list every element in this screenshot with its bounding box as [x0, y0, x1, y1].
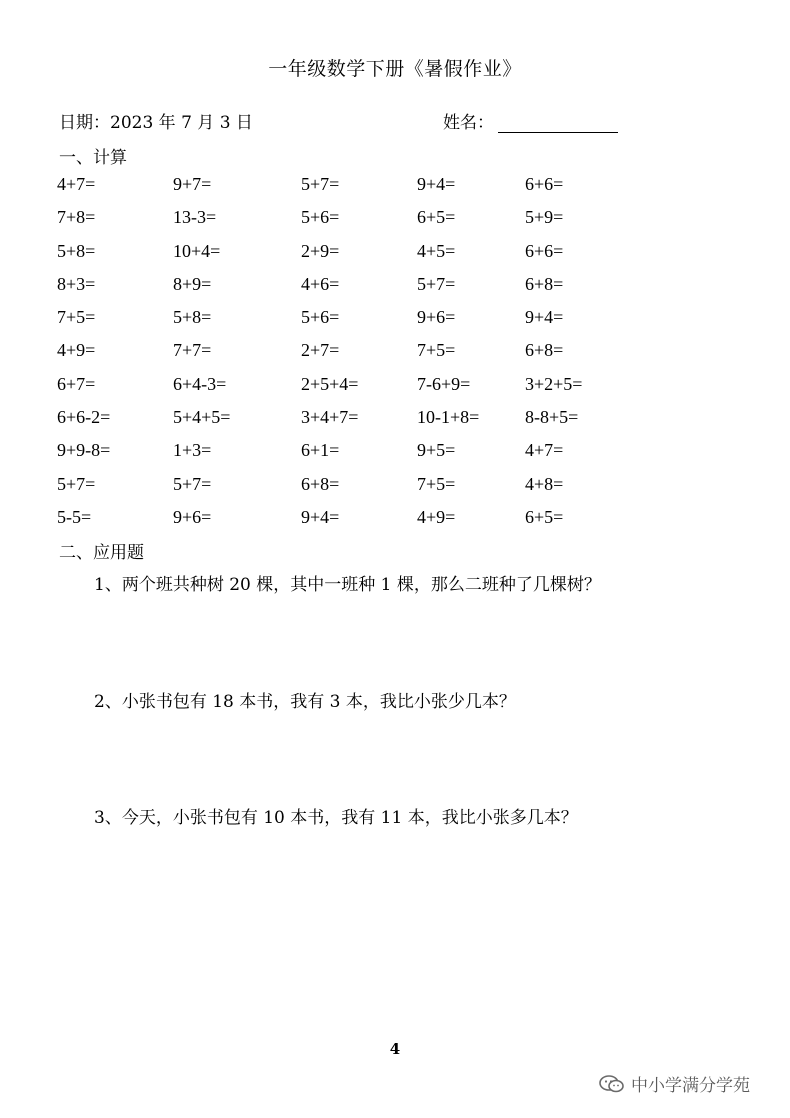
calc-item: 4+9=: [57, 340, 96, 361]
calc-item: 8+3=: [57, 273, 96, 294]
calc-item: 9+5=: [417, 440, 456, 461]
calc-item: 7+5=: [417, 340, 456, 361]
calc-item: 5+9=: [525, 207, 564, 228]
calc-item: 5+8=: [57, 240, 96, 261]
calc-item: 2+7=: [301, 340, 340, 361]
calc-item: 9+7=: [173, 174, 212, 194]
calc-item: 5+8=: [173, 307, 212, 328]
calc-item: 10+4=: [173, 240, 221, 261]
calc-item: 9+4=: [525, 307, 564, 328]
calc-item: 6+8=: [525, 340, 564, 361]
calc-item: 5+7=: [57, 473, 96, 494]
calc-item: 5+6=: [301, 307, 340, 328]
calc-item: 9+9-8=: [57, 440, 111, 461]
calc-item: 7+8=: [57, 207, 96, 228]
calc-grid: [57, 168, 635, 534]
calc-item: 4+8=: [525, 473, 564, 494]
calc-item: 7+7=: [173, 340, 212, 361]
calc-item: 6+7=: [57, 373, 96, 394]
section-heading-calc: 一、计算: [59, 148, 127, 168]
calc-item: 4+5=: [417, 240, 456, 261]
date-label: 日期：2023 年 7 月 3 日: [59, 113, 253, 133]
word-problem-2: 2、小张书包有 18 本书，我有 3 本，我比小张少几本？: [94, 692, 516, 712]
calc-item: 4+7=: [57, 174, 96, 194]
calc-item: 4+9=: [417, 506, 456, 527]
calc-item: 6+6-2=: [57, 407, 111, 428]
name-field: [443, 108, 618, 133]
watermark: [598, 1071, 750, 1096]
calc-item: 5+7=: [417, 273, 456, 294]
calc-item: 2+5+4=: [301, 373, 359, 394]
calc-item: 6+5=: [417, 207, 456, 228]
calc-item: 6+8=: [301, 473, 340, 494]
calc-item: 4+7=: [525, 440, 564, 461]
page-number: 4: [389, 1040, 401, 1058]
watermark-text: 中小学满分学苑: [631, 1076, 750, 1096]
calc-item: 5+6=: [301, 207, 340, 228]
calc-item: 8+9=: [173, 273, 212, 294]
section-heading-word-problems: 二、应用题: [59, 543, 144, 563]
calc-item: 7-6+9=: [417, 373, 471, 394]
page-title: 一年级数学下册《暑假作业》: [268, 58, 522, 80]
calc-item: 5+7=: [173, 473, 212, 494]
calc-item: 3+2+5=: [525, 373, 583, 394]
calc-item: 6+8=: [525, 273, 564, 294]
calc-item: 9+4=: [417, 174, 456, 194]
name-blank-line: [498, 112, 618, 133]
calc-item: 9+4=: [301, 506, 340, 527]
word-problem-3: 3、今天，小张书包有 10 本书，我有 11 本，我比小张多几本？: [94, 808, 578, 828]
calc-item: 7+5=: [57, 307, 96, 328]
calc-item: 1+3=: [173, 440, 212, 461]
calc-item: 5+7=: [301, 174, 340, 194]
calc-item: 6+5=: [525, 506, 564, 527]
calc-item: 6+1=: [301, 440, 340, 461]
calc-item: 6+4-3=: [173, 373, 227, 394]
calc-item: 10-1+8=: [417, 407, 480, 428]
calc-item: 5+4+5=: [173, 407, 231, 428]
calc-item: 3+4+7=: [301, 407, 359, 428]
calc-item: 4+6=: [301, 273, 340, 294]
word-problem-1: 1、两个班共种树 20 棵，其中一班种 1 棵，那么二班种了几棵树？: [94, 575, 601, 595]
wechat-icon: [598, 1074, 626, 1094]
name-label: 姓名：: [443, 113, 494, 133]
calc-item: 8-8+5=: [525, 407, 579, 428]
calc-item: 2+9=: [301, 240, 340, 261]
calc-item: 5-5=: [57, 506, 92, 527]
calc-item: 6+6=: [525, 174, 564, 194]
calc-item: 6+6=: [525, 240, 564, 261]
calc-item: 13-3=: [173, 207, 217, 228]
calc-item: 9+6=: [173, 506, 212, 527]
calc-item: 7+5=: [417, 473, 456, 494]
calc-item: 9+6=: [417, 307, 456, 328]
